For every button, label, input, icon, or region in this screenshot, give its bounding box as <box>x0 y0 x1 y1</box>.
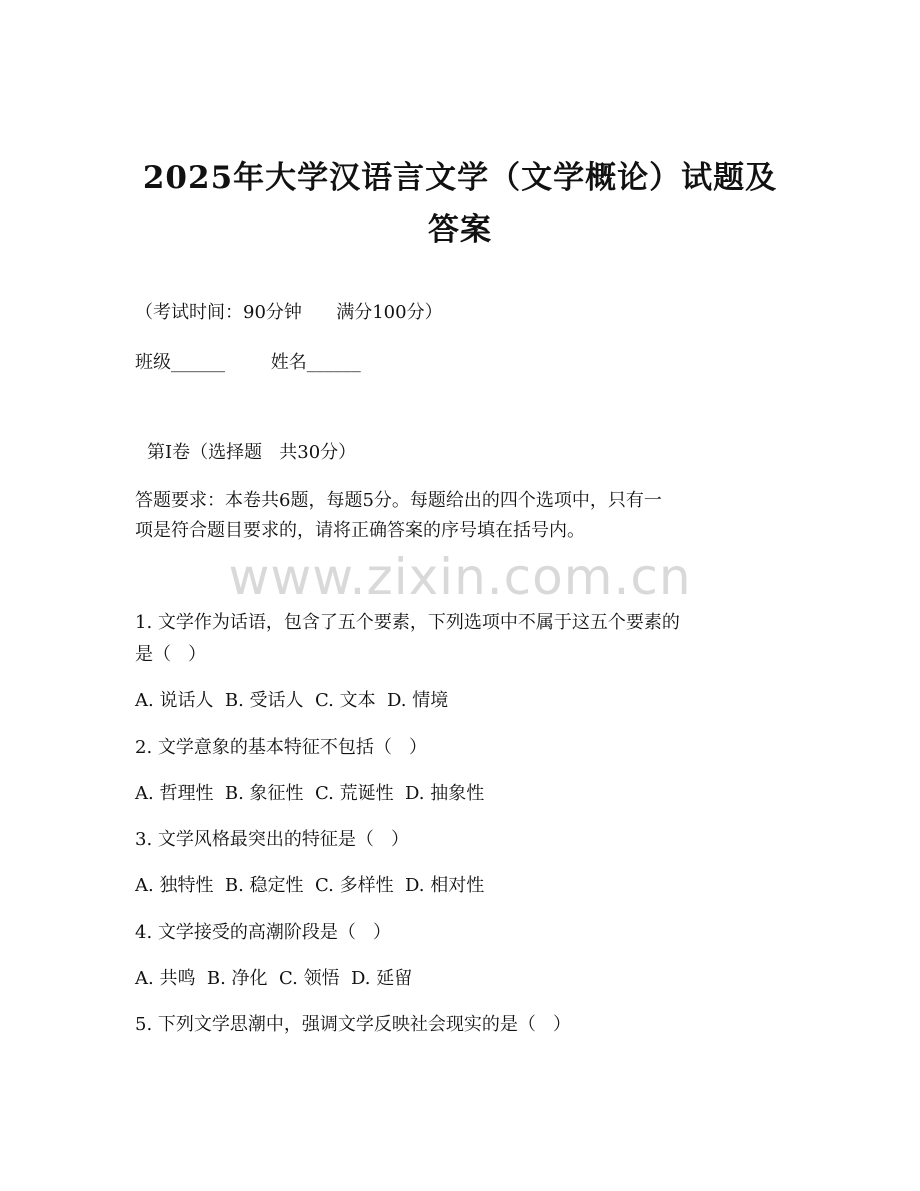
question-4-options: A. 共鸣 B. 净化 C. 领悟 D. 延留 <box>135 968 413 989</box>
question-1-options: A. 说话人 B. 受话人 C. 文本 D. 情境 <box>135 690 449 711</box>
instructions-line-2: 项是符合题目要求的，请将正确答案的序号填在括号内。 <box>135 520 585 541</box>
question-1-stem-line-2: 是（ ） <box>135 644 207 665</box>
class-field: 班级______ <box>135 352 225 373</box>
question-3-options: A. 独特性 B. 稳定性 C. 多样性 D. 相对性 <box>135 875 485 896</box>
section-heading: 第Ⅰ卷（选择题 共30分） <box>147 442 357 463</box>
document-title <box>0 152 920 256</box>
question-2-stem: 2. 文学意象的基本特征不包括（ ） <box>135 737 428 758</box>
student-info-row <box>135 348 795 378</box>
instructions-line-1: 答题要求：本卷共6题，每题5分。每题给出的四个选项中，只有一 <box>135 490 662 511</box>
question-5-stem: 5. 下列文学思潮中，强调文学反映社会现实的是（ ） <box>135 1014 572 1035</box>
watermark: www.zixin.com.cn <box>228 548 692 606</box>
exam-info: （考试时间：90分钟 满分100分） <box>135 302 443 323</box>
question-3-stem: 3. 文学风格最突出的特征是（ ） <box>135 829 410 850</box>
question-4-stem: 4. 文学接受的高潮阶段是（ ） <box>135 922 392 943</box>
question-1-stem-line-1: 1. 文学作为话语，包含了五个要素，下列选项中不属于这五个要素的 <box>135 612 680 633</box>
title-line-1: 2025年大学汉语言文学（文学概论）试题及 <box>142 160 778 196</box>
title-line-2: 答案 <box>428 212 492 248</box>
name-field: 姓名______ <box>270 352 361 373</box>
question-2-options: A. 哲理性 B. 象征性 C. 荒诞性 D. 抽象性 <box>135 783 485 804</box>
